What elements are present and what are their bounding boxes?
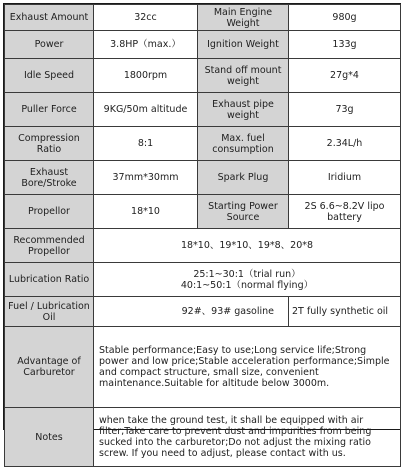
table-row <box>5 93 401 127</box>
table-row <box>5 229 401 263</box>
table-row <box>5 5 401 31</box>
spec-value: 25:1~30:1（trial run） 40:1~50:1（normal flying） <box>94 263 401 297</box>
spec-label: Fuel / Lubrication Oil <box>5 297 94 327</box>
spec-label: Ignition Weight <box>198 31 289 59</box>
spec-label: Compression Ratio <box>5 127 94 161</box>
table-row <box>5 327 401 408</box>
table-row <box>5 297 401 327</box>
table-row <box>5 127 401 161</box>
spec-value: 133g <box>289 31 401 59</box>
table-row <box>5 195 401 229</box>
spec-label: Recommended Propellor <box>5 229 94 263</box>
spec-label: Exhaust pipe weight <box>198 93 289 127</box>
spec-value: 73g <box>289 93 401 127</box>
table-row <box>5 31 401 59</box>
fuel-value: 92#、93# gasoline <box>94 297 289 327</box>
spec-value: 8:1 <box>94 127 198 161</box>
spec-value: 18*10、19*10、19*8、20*8 <box>94 229 401 263</box>
spec-sheet <box>3 3 401 459</box>
spec-value: 3.8HP（max.） <box>94 31 198 59</box>
table-row <box>5 408 401 467</box>
spec-label: Stand off mount weight <box>198 59 289 93</box>
oil-value: 2T fully synthetic oil <box>289 297 401 327</box>
spec-value: 18*10 <box>94 195 198 229</box>
spec-value: 2.34L/h <box>289 127 401 161</box>
spec-label: Propellor <box>5 195 94 229</box>
spec-value: 27g*4 <box>289 59 401 93</box>
table-row <box>5 59 401 93</box>
spec-value: Iridium <box>289 161 401 195</box>
spec-label: Advantage of Carburetor <box>5 327 94 408</box>
spec-label: Spark Plug <box>198 161 289 195</box>
table-row <box>5 161 401 195</box>
spec-value: 32cc <box>94 5 198 31</box>
spec-label: Exhaust Amount <box>5 5 94 31</box>
spec-label: Lubrication Ratio <box>5 263 94 297</box>
spec-label: Puller Force <box>5 93 94 127</box>
spec-value: 37mm*30mm <box>94 161 198 195</box>
spec-label: Exhaust Bore/Stroke <box>5 161 94 195</box>
spec-label: Idle Speed <box>5 59 94 93</box>
spec-value: 2S 6.6~8.2V lipo battery <box>289 195 401 229</box>
table-row <box>5 263 401 297</box>
spec-label: Power <box>5 31 94 59</box>
spec-table <box>4 4 401 467</box>
spec-value: 980g <box>289 5 401 31</box>
spec-value: 9KG/50m altitude <box>94 93 198 127</box>
spec-label: Max. fuel consumption <box>198 127 289 161</box>
advantage-text: Stable performance;Easy to use;Long service life;Strong power and low price;Stable acceleration performance;Simple and compact structure, small size, convenient maintenance.Suitable for altitude below 3000m. <box>94 327 401 408</box>
spec-label: Starting Power Source <box>198 195 289 229</box>
notes-text: when take the ground test, it shall be equipped with air filter;Take care to prevent dust and impurities from being sucked into the carburetor;Do not adjust the mixing ratio screw. If you need to adjust, please contact with us. <box>94 408 401 467</box>
spec-value: 1800rpm <box>94 59 198 93</box>
spec-label: Notes <box>5 408 94 467</box>
spec-label: Main Engine Weight <box>198 5 289 31</box>
